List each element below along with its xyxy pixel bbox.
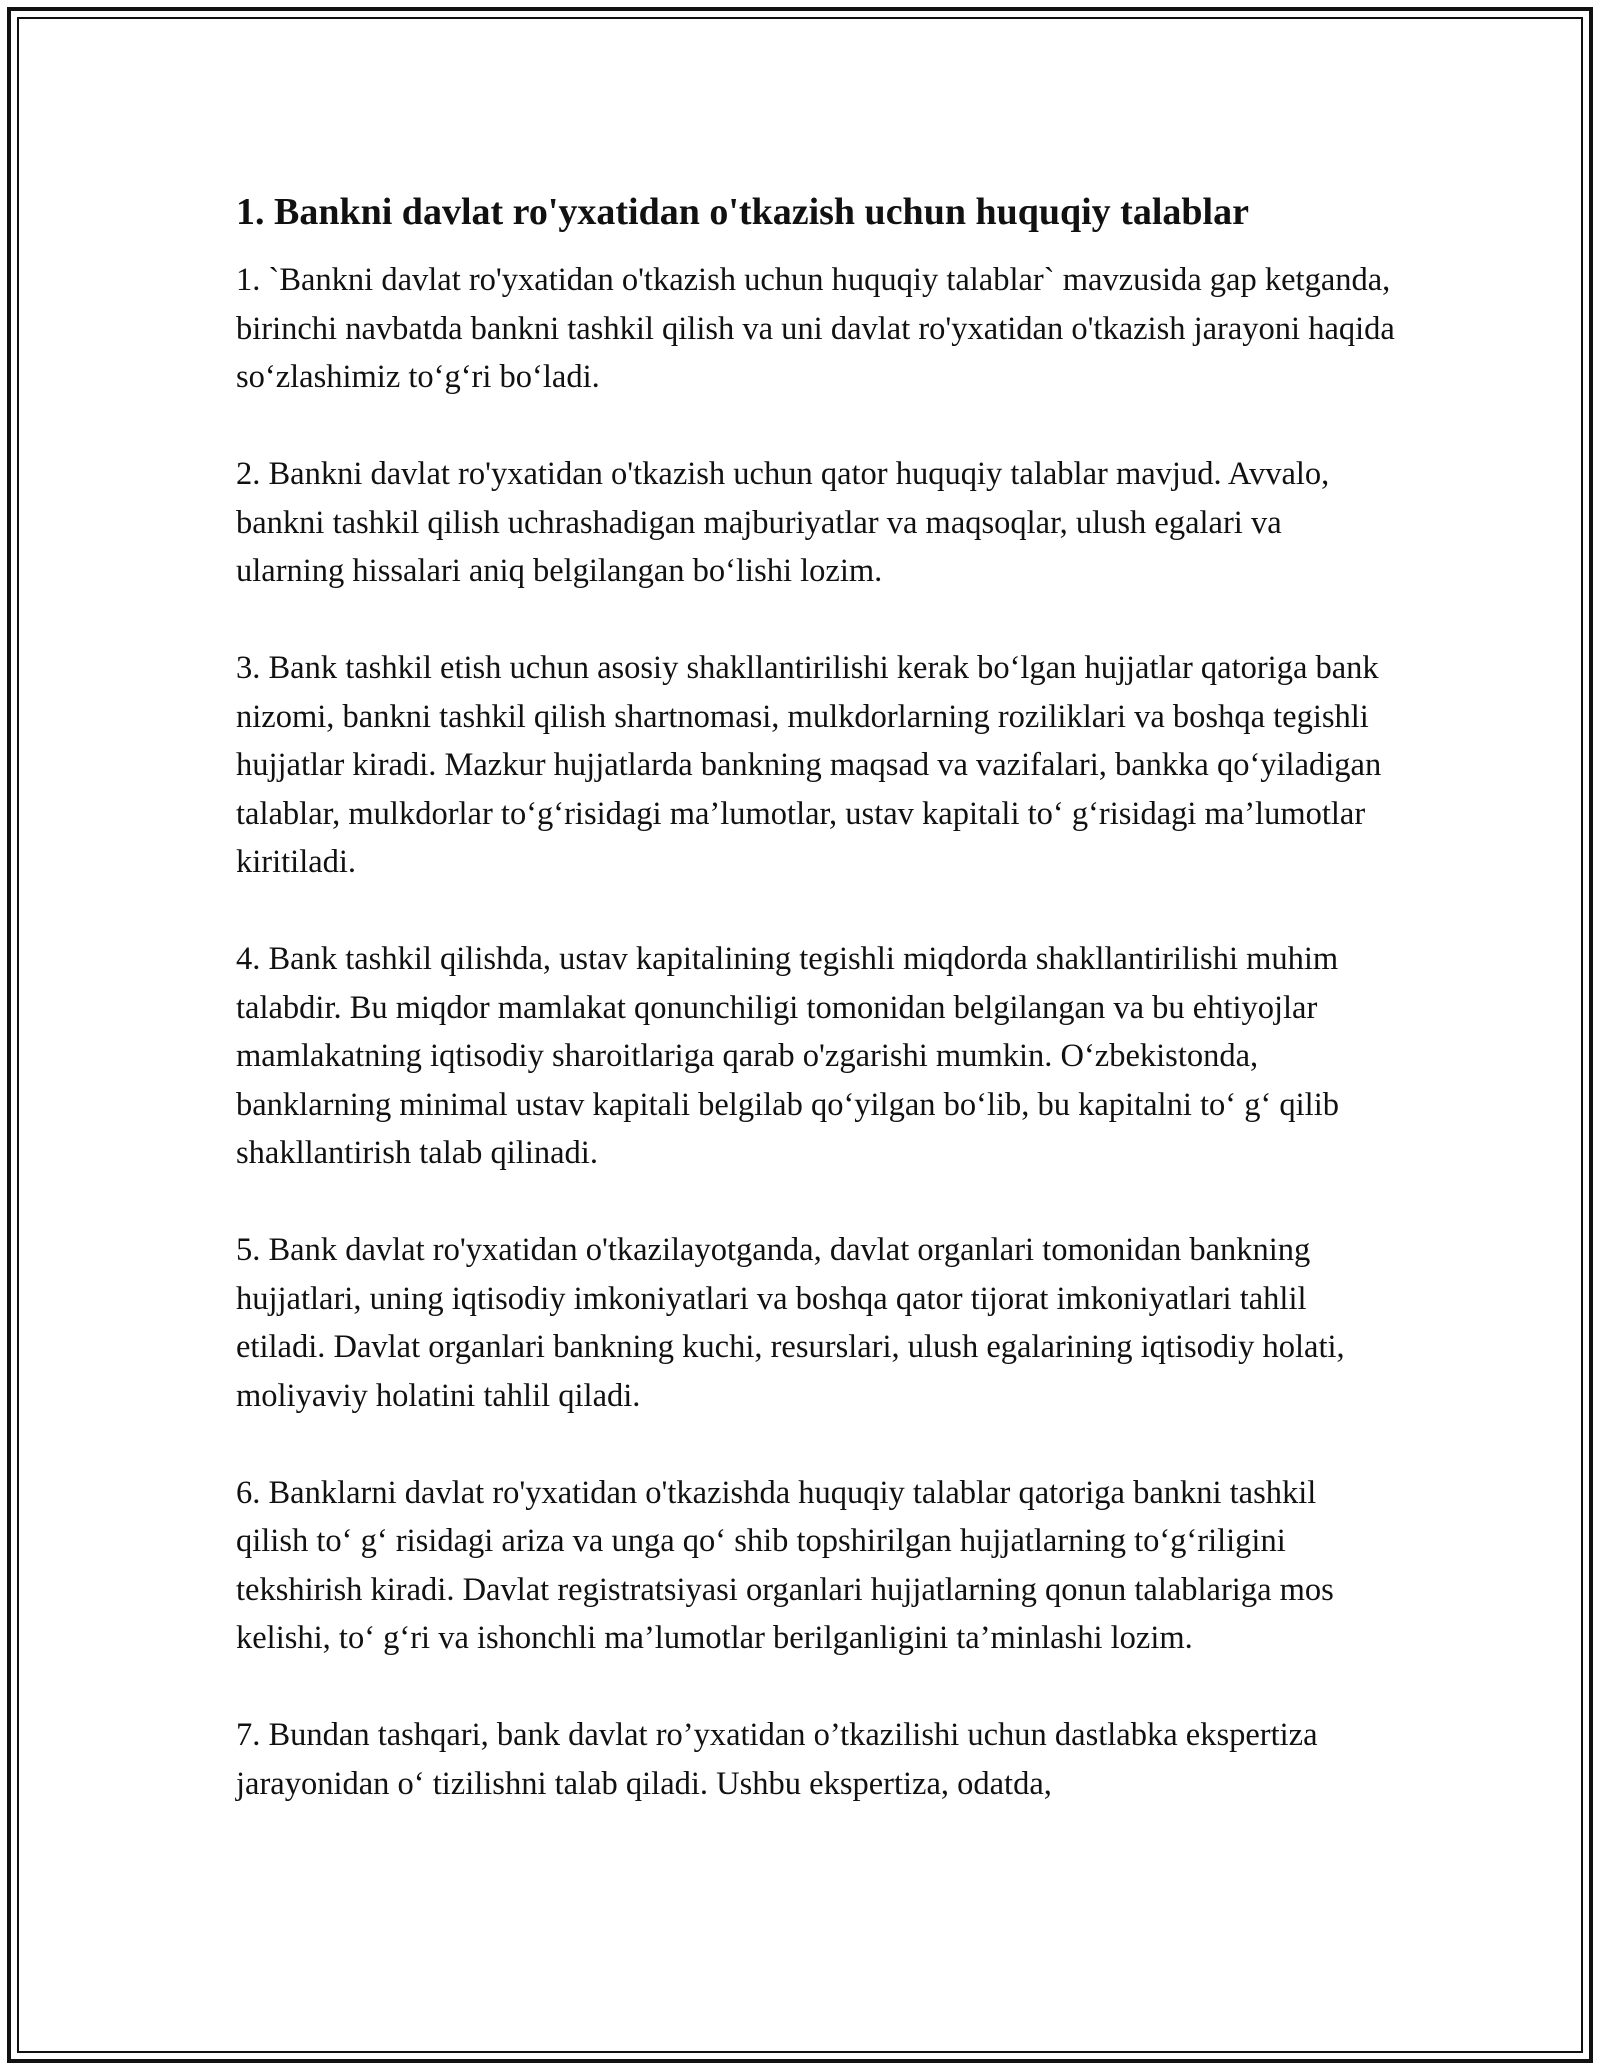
paragraph-6: 6. Banklarni davlat ro'yxatidan o'tkazishda huquqiy talablar qatoriga bankni tashkil qilish to‘ g‘ risidagi ariza va unga qo‘ shib topshirilgan hujjatlarning to‘g‘riligini tekshirish kiradi. Davlat registratsiyasi organlari hujjatlarning qonun talablariga mos kelishi, to‘ g‘ri va ishonchli ma’lumotlar berilganligini ta’minlashi lozim.: [236, 1474, 1334, 1656]
paragraph-3: 3. Bank tashkil etish uchun asosiy shakllantirilishi kerak bo‘lgan hujjatlar qatoriga bank nizomi, bankni tashkil qilish shartnomasi, mulkdorlarning roziliklari va boshqa tegishli hujjatlar kiradi. Mazkur hujjatlarda bankning maqsad va vazifalari, bankka qo‘yiladigan talablar, mulkdorlar to‘g‘risidagi ma’lumotlar, ustav kapitali to‘ g‘risidagi ma’lumotlar kiritiladi.: [236, 650, 1382, 880]
paragraph-2: 2. Bankni davlat ro'yxatidan o'tkazish uchun qator huquqiy talablar mavjud. Avvalo, bankni tashkil qilish uchrashadigan majburiyatlar va maqsoqlar, ulush egalari va ularning hissalari aniq belgilangan bo‘lishi lozim.: [236, 456, 1330, 589]
paragraph-4: 4. Bank tashkil qilishda, ustav kapitalining tegishli miqdorda shakllantirilishi muhim talabdir. Bu miqdor mamlakat qonunchiligi tomonidan belgilangan va bu ehtiyojlar mamlakatning iqtisodiy sharoitlariga qarab o'zgarishi mumkin. O‘zbekistonda, banklarning minimal ustav kapitali belgilab qo‘yilgan bo‘lib, bu kapitalni to‘ g‘ qilib shakllantirish talab qilinadi.: [236, 941, 1339, 1171]
document-title: 1. Bankni davlat ro'yxatidan o'tkazish uchun huquqiy talablar: [236, 191, 1249, 233]
paragraph-5: 5. Bank davlat ro'yxatidan o'tkazilayotganda, davlat organlari tomonidan bankning hujjatlari, uning iqtisodiy imkoniyatlari va boshqa qator tijorat imkoniyatlari tahlil etiladi. Davlat organlari bankning kuchi, resurslari, ulush egalarining iqtisodiy holati, moliyaviy holatini tahlil qiladi.: [236, 1232, 1345, 1414]
paragraph-7: 7. Bundan tashqari, bank davlat ro’yxatidan o’tkazilishi uchun dastlabka ekspertiza jarayonidan o‘ tizilishni talab qiladi. Ushbu ekspertiza, odatda,: [236, 1717, 1318, 1802]
document-body: [236, 186, 1396, 1857]
paragraph-1: 1. `Bankni davlat ro'yxatidan o'tkazish uchun huquqiy talablar` mavzusida gap ketganda, birinchi navbatda bankni tashkil qilish va uni davlat ro'yxatidan o'tkazish jarayoni haqida so‘zlashimiz to‘g‘ri bo‘ladi.: [236, 262, 1395, 395]
